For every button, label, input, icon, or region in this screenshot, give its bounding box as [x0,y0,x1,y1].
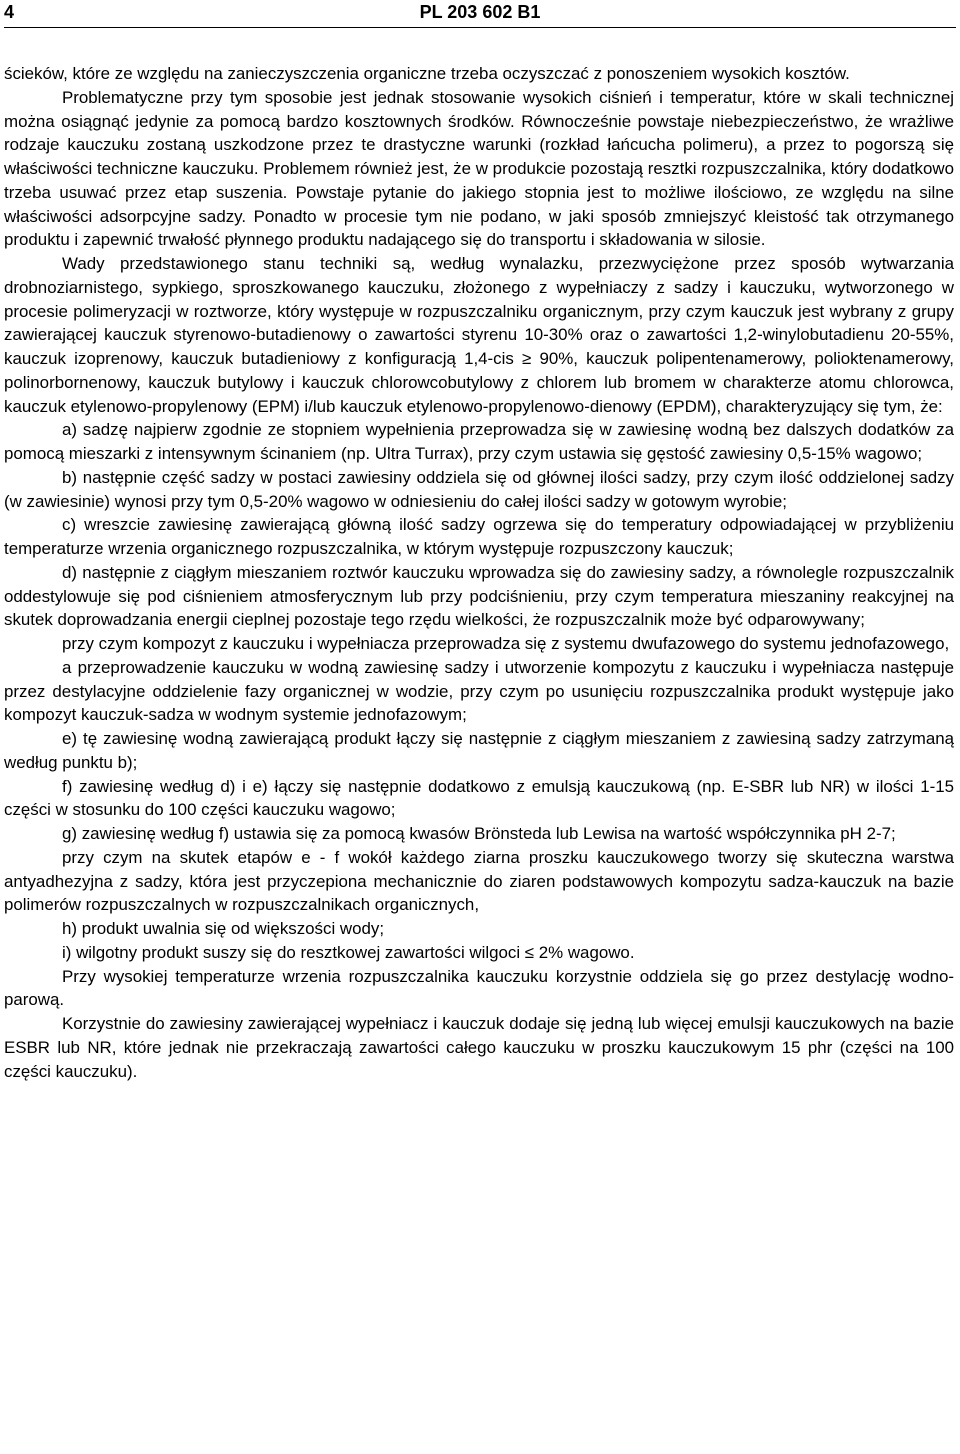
list-item-f: f) zawiesinę według d) i e) łączy się następnie dodatkowo z emulsją kauczukową (np. E-SBR lub NR) w ilości 1-15 części w stosunku do 100 części kauczuku wagowo; [4,776,954,820]
paragraph: Korzystnie do zawiesiny zawierającej wypełniacz i kauczuk dodaje się jedną lub więcej emulsji kauczukowych na bazie ESBR lub NR, które jednak nie przekraczają zawartości całego kauczuku w proszku kauczukowym 15 phr (części na 100 części kauczuku). [4,1014,954,1081]
list-item-h: h) produkt uwalnia się od większości wody; [62,919,385,938]
paragraph: a przeprowadzenie kauczuku w wodną zawiesinę sadzy i utworzenie kompozytu z kauczuku i wypełniacza następuje przez destylacyjne oddzielenie fazy organicznej w wodzie, przy czym po usunięciu rozpuszczalnika produkt występuje jako kompozyt kauczuk-sadza w wodnym systemie jednofazowym; [4,657,954,725]
list-item-d: d) następnie z ciągłym mieszaniem roztwór kauczuku wprowadza się do zawiesiny sadzy, a równolegle rozpuszczalnik oddestylowuje się pod ciśnieniem atmosferycznym lub przy podciśnieniu, przy czym temperatura mieszaniny reakcyjnej na skutek doprowadzania energii cieplnej pozostaje tego rzędu wielkości, że rozpuszczalnik może być odparowywany; [4,562,954,630]
paragraph: przy czym na skutek etapów e - f wokół każdego ziarna proszku kauczukowego tworzy się skuteczna warstwa antyadhezyjna z sadzy, która jest przyczepiona mechanicznie do ziaren podstawowych kompozytu sadza-kauczuk na bazie polimerów rozpuszczalnych w rozpuszczalnikach organicznych, [4,847,954,915]
list-item-c: c) wreszcie zawiesinę zawierającą główną ilość sadzy ogrzewa się do temperatury odpowiadającej w przybliżeniu temperaturze wrzenia organicznego rozpuszczalnika, w którym występuje rozpuszczony kauczuk; [4,515,954,558]
page-number: 4 [4,2,15,22]
document-body [4,62,954,1083]
list-item-b: b) następnie część sadzy w postaci zawiesiny oddziela się od głównej ilości sadzy, przy czym ilość oddzielonej sadzy (w zawiesinie) wynosi przy tym 0,5-20% wagowo w odniesieniu do całej ilości sadzy w gotowym wyrobie; [4,467,954,511]
page-header [4,2,956,26]
paragraph: przy czym kompozyt z kauczuku i wypełniacza przeprowadza się z systemu dwufazowego do systemu jednofazowego, [62,634,950,653]
paragraph: Problematyczne przy tym sposobie jest jednak stosowanie wysokich ciśnień i temperatur, które w skali technicznej można osiągnąć jedynie za pomocą bardzo kosztownych środków. Równocześnie powstaje niebezpieczeństwo, że wrażliwe rodzaje kauczuku zostaną uszkodzone przez te drastyczne warunki (rozkład łańcucha polimeru), a przez to pogorszą się właściwości techniczne kauczuku. Problemem również jest, że w produkcie pozostają resztki rozpuszczalnika, który dodatkowo trzeba usuwać przez etap suszenia. Powstaje pytanie do jakiego stopnia jest to możliwe ilościowo, ze względu na silne właściwości adsorpcyjne sadzy. Ponadto w procesie tym nie podano, w jaki sposób zmniejszyć kleistość tak otrzymanego produktu i zapewnić trwałość płynnego produktu nadającego się do transportu i składowania w silosie. [4,87,954,250]
list-item-i: i) wilgotny produkt suszy się do resztkowej zawartości wilgoci ≤ 2% wagowo. [62,942,635,962]
list-item-g: g) zawiesinę według f) ustawia się za pomocą kwasów Brönsteda lub Lewisa na wartość współczynnika pH 2-7; [62,824,896,843]
paragraph: Wady przedstawionego stanu techniki są, według wynalazku, przezwyciężone przez sposób wytwarzania drobnoziarnistego, sypkiego, sproszkowanego kauczuku, złożonego z wypełniaczy z sadzy i kauczuku, wytworzonego w procesie polimeryzacji w roztworze, który występuje w rozpuszczalniku organicznym, przy czym kauczuk jest wybrany z grupy zawierającej kauczuk styrenowo-butadienowy o zawartości styrenu 10-30% oraz o zawartości 1,2-winylobutadienu 20-55%, kauczuk izoprenowy, kauczuk butadieniowy z konfiguracją 1,4-cis ≥ 90%, kauczuk polipentenamerowy, polioktenamerowy, polinorbornenowy, kauczuk butylowy i kauczuk chlorowcobutylowy z chlorem lub bromem w charakterze atomu chlorowca, kauczuk etylenowo-propylenowy (EPM) i/lub kauczuk etylenowo-propylenowo-dienowy (EPDM), charakteryzujący się tym, że: [4,254,954,416]
paragraph: ścieków, które ze względu na zanieczyszczenia organiczne trzeba oczyszczać z ponoszeniem wysokich kosztów. [4,64,850,83]
list-item-e: e) tę zawiesinę wodną zawierającą produkt łączy się następnie z ciągłym mieszaniem z zawiesiną sadzy zatrzymaną według punktu b); [4,729,954,772]
paragraph: Przy wysokiej temperaturze wrzenia rozpuszczalnika kauczuku korzystnie oddziela się go przez destylację wodno-parową. [4,966,954,1010]
document-id: PL 203 602 B1 [419,2,541,22]
list-item-a: a) sadzę najpierw zgodnie ze stopniem wypełnienia przeprowadza się w zawiesinę wodną bez dalszych dodatków za pomocą mieszarki z intensywnym ścinaniem (np. Ultra Turrax), przy czym ustawia się gęstość zawiesiny 0,5-15% wagowo; [4,420,954,463]
header-divider [4,27,956,28]
